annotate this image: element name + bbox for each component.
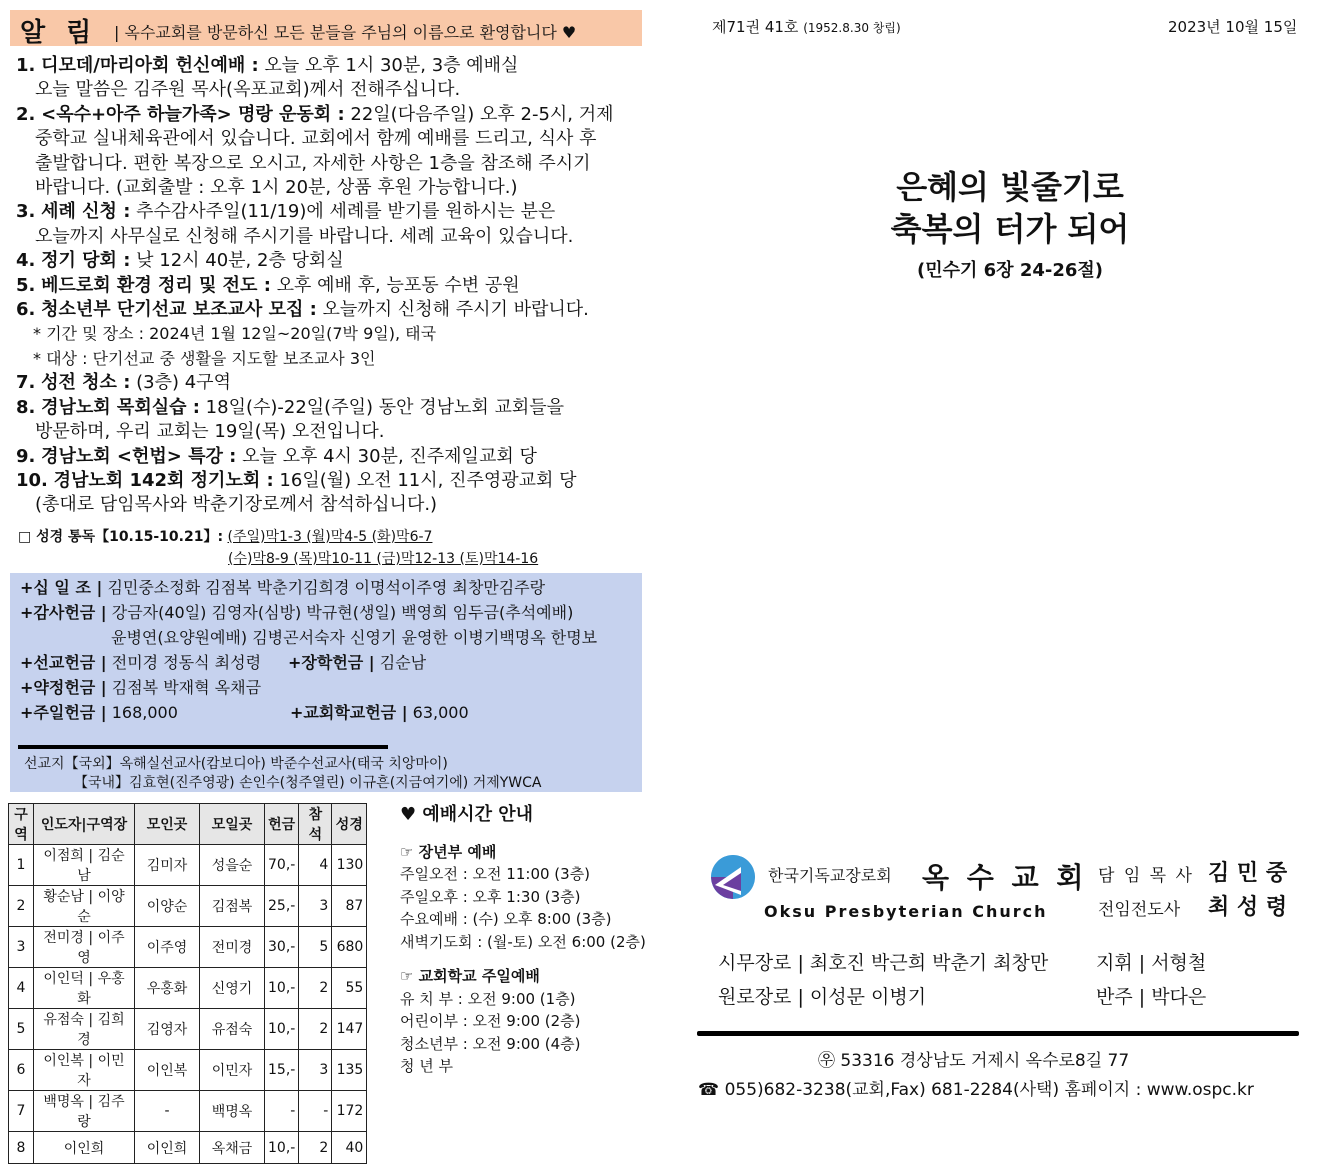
table-cell: 백명옥 [200, 1091, 265, 1132]
notice-item-continuation: 출발합니다. 편한 복장으로 오시고, 자세한 사항은 1층을 참조해 주시기 [35, 152, 591, 174]
sunday-amount: 168,000 [111, 703, 178, 722]
school-worship-item: 어린이부 : 오전 9:00 (2층) [400, 1012, 581, 1030]
pastor-name: 김 민 중 [1208, 861, 1288, 886]
tithe-names: 김민중소정화 김점복 박춘기김희경 이명석이주영 최창만김주랑 [107, 578, 546, 597]
notice-item-text: 낮 12시 40분, 2층 당회실 [130, 250, 344, 272]
table-row [9, 1132, 367, 1164]
notice-item-detail: * 기간 및 장소 : 2024년 1월 12일~20일(7박 9일), 태국 [33, 324, 437, 344]
notice-item [16, 249, 641, 273]
table-cell: 유점숙 [200, 1009, 265, 1050]
table-row [9, 968, 367, 1009]
notice-item-title: 세례 신청 : [41, 201, 131, 223]
notice-item [16, 396, 641, 420]
accompanist: 반주 | 박다은 [1096, 986, 1207, 1008]
notice-header [10, 10, 642, 46]
notice-item-text: 오후 예배 후, 능포동 수변 공원 [270, 274, 520, 296]
scholar-names: 김순남 [379, 653, 427, 672]
table-cell: 김영자 [135, 1009, 200, 1050]
adult-worship-item: 수요예배 : (수) 오후 8:00 (3층) [400, 910, 612, 928]
school-label: +교회학교헌금 | [290, 703, 408, 722]
table-cell: 147 [332, 1009, 367, 1050]
notice-item-text: 22일(다음주일) 오후 2-5시, 거제 [344, 103, 614, 125]
school-worship-item: 청소년부 : 오전 9:00 (4층) [400, 1034, 581, 1053]
notice-item-title: 디모데/마리아회 헌신예배 : [41, 55, 259, 76]
scholar-label: +장학헌금 | [288, 653, 375, 672]
notice-item-continuation: 오늘까지 사무실로 신청해 주시기를 바랍니다. 세례 교육이 있습니다. [35, 225, 574, 247]
denomination: 한국기독교장로회 [768, 866, 892, 885]
notice-item-title: 경남노회 <헌법> 특강 : [41, 445, 237, 467]
table-cell: 이인덕 | 우홍화 [34, 968, 135, 1009]
notice-item-number: 7. [16, 372, 36, 394]
thanks-row-2 [111, 625, 597, 648]
table-cell: - [265, 1091, 299, 1132]
notice-item [16, 469, 641, 493]
table-cell: 이양순 [135, 886, 200, 927]
table-cell: 70,- [265, 845, 299, 886]
table-cell: 3 [299, 886, 332, 927]
adult-worship-item: 주일오후 : 오후 1:30 (3층) [400, 887, 581, 906]
table-cell: 3 [9, 927, 34, 968]
divider [18, 745, 388, 749]
adult-worship-item: 주일오전 : 오전 11:00 (3층) [400, 865, 591, 883]
notice-item-number: 5. [16, 274, 36, 296]
volume-info [712, 16, 901, 37]
table-cell: 2 [299, 1132, 332, 1164]
notice-item-title: 경남노회 142회 정기노회 : [53, 469, 274, 491]
notice-item-text: 18일(수)-22일(주일) 동안 경남노회 교회들을 [199, 396, 565, 418]
table-cell: 1 [9, 845, 34, 886]
bible-reading [18, 526, 538, 570]
table-header: 모일곳 [200, 804, 265, 845]
bible-label: □ 성경 통독【10.15-10.21】: [18, 529, 224, 545]
table-cell: 87 [332, 886, 367, 927]
notice-item [16, 103, 641, 127]
table-cell: 10,- [265, 1132, 299, 1164]
elders: 시무장로 | 최호진 박근희 박춘기 최창만 [718, 952, 1049, 974]
sunday-label: +주일헌금 | [20, 703, 107, 722]
table-cell: 4 [9, 968, 34, 1009]
table-cell: 30,- [265, 927, 299, 968]
table-cell: 130 [332, 845, 367, 886]
group-table [8, 803, 367, 1164]
notice-item [16, 54, 641, 78]
table-cell: 김점복 [200, 886, 265, 927]
table-cell: 6 [9, 1050, 34, 1091]
school-worship-item: 유 치 부 : 오전 9:00 (1층) [400, 989, 576, 1008]
volume: 제71권 41호 [712, 18, 799, 36]
scholar-row [288, 650, 426, 673]
mission-names: 전미경 정동식 최성령 [111, 653, 262, 672]
table-header: 구역 [9, 804, 34, 845]
notice-item [16, 298, 641, 322]
notice-item-title: 청소년부 단기선교 보조교사 모집 : [41, 299, 317, 321]
notice-item-title: 베드로회 환경 정리 및 전도 : [41, 274, 271, 296]
worship-schedule [400, 804, 646, 1078]
church-logo [711, 855, 755, 899]
table-cell: 이주영 [135, 927, 200, 968]
worship-heading: ♥ 예배시간 안내 [400, 804, 533, 825]
table-cell: - [299, 1091, 332, 1132]
table-cell: 5 [9, 1009, 34, 1050]
table-cell: 680 [332, 927, 367, 968]
table-cell: 전미경 [200, 927, 265, 968]
table-cell: 이점희 | 김순남 [34, 845, 135, 886]
school-heading: ☞ 교회학교 주일예배 [400, 967, 540, 985]
welcome-text: | 옥수교회를 방문하신 모든 분들을 주님의 이름으로 환영합니다 ♥ [114, 23, 577, 42]
table-cell: 40 [332, 1132, 367, 1164]
table-cell: 전미경 | 이주영 [34, 927, 135, 968]
pastor-label: 담 임 목 사 [1098, 866, 1194, 886]
thanks-label: +감사헌금 | [20, 603, 107, 622]
table-cell: 10,- [265, 968, 299, 1009]
table-cell: 유점숙 | 김희경 [34, 1009, 135, 1050]
table-cell: 10,- [265, 1009, 299, 1050]
notice-item-title: <옥수+아주 하늘가족> 명랑 운동회 : [41, 103, 345, 125]
notice-item-number: 2. [16, 103, 36, 125]
table-header: 모인곳 [135, 804, 200, 845]
table-cell: 172 [332, 1091, 367, 1132]
notice-item-number: 1. [16, 55, 36, 76]
notice-item-title: 정기 당회 : [41, 250, 131, 272]
table-cell: 우홍화 [135, 968, 200, 1009]
notice-item-title: 경남노회 목회실습 : [41, 396, 200, 418]
table-cell: 15,- [265, 1050, 299, 1091]
table-row [9, 1009, 367, 1050]
notice-item [16, 371, 641, 395]
pledge-names: 김점복 박재혁 옥채금 [111, 678, 262, 697]
table-row [9, 1050, 367, 1091]
sermon-title-2: 축복의 터가 되어 [890, 210, 1130, 248]
church-english-name: Oksu Presbyterian Church [764, 902, 1048, 921]
table-row [9, 927, 367, 968]
table-row [9, 845, 367, 886]
thanks-names-2: 윤병연(요양원예배) 김병곤서숙자 신영기 윤영한 이병기백명옥 한명보 [111, 628, 598, 647]
sermon-title-block [700, 166, 1320, 282]
notice-item-number: 9. [16, 445, 36, 467]
notice-item [16, 200, 641, 224]
school-row [290, 700, 469, 723]
notice-item-number: 3. [16, 201, 36, 223]
table-cell: 신영기 [200, 968, 265, 1009]
scripture-ref: (민수기 6장 24-26절) [916, 260, 1104, 281]
notice-item-continuation: 중학교 실내체육관에서 있습니다. 교회에서 함께 예배를 드리고, 식사 후 [35, 128, 597, 150]
table-header: 참석 [299, 804, 332, 845]
table-cell: 7 [9, 1091, 34, 1132]
adult-heading: ☞ 장년부 예배 [400, 842, 497, 861]
table-cell: 5 [299, 927, 332, 968]
notice-item-text: 16일(월) 오전 11시, 진주영광교회 당 [273, 469, 577, 491]
table-cell: 이인복 [135, 1050, 200, 1091]
church-name: 옥 수 교 회 [922, 861, 1088, 894]
notice-item-text: 오늘까지 신청해 주시기 바랍니다. [316, 299, 589, 321]
tithe-row [20, 575, 545, 598]
pledge-label: +약정헌금 | [20, 678, 107, 697]
table-cell: 25,- [265, 886, 299, 927]
notice-title: 알 림 [20, 18, 98, 48]
table-header: 인도자|구역장 [34, 804, 135, 845]
issue-date: 2023년 10월 15일 [1168, 18, 1298, 36]
notice-item-number: 8. [16, 396, 36, 418]
missionary-domestic: 【국내】김효현(진주영광) 손인수(청주열린) 이규흔(지금여기에) 거제YWCA [74, 775, 542, 791]
missionary-abroad: 선교지【국외】옥해실선교사(캄보디아) 박준수선교사(태국 치앙마이) [24, 756, 448, 772]
notice-item-text: (3층) 4구역 [130, 372, 231, 394]
notice-item-continuation: (총대로 담임목사와 박춘기장로께서 참석하십니다.) [35, 494, 438, 516]
table-cell: - [135, 1091, 200, 1132]
table-cell: 이민자 [200, 1050, 265, 1091]
school-worship-item: 청 년 부 [400, 1057, 454, 1075]
notice-item-text: 오늘 오후 1시 30분, 3층 예배실 [258, 55, 519, 76]
church-contact: ☎ 055)682-3238(교회,Fax) 681-2284(사택) 홈페이지 : www.ospc.kr [698, 1080, 1254, 1100]
emeritus-elders: 원로장로 | 이성문 이병기 [718, 986, 927, 1008]
table-cell: 황순남 | 이양순 [34, 886, 135, 927]
table-cell: 2 [299, 968, 332, 1009]
table-header: 헌금 [265, 804, 299, 845]
table-cell: 2 [9, 886, 34, 927]
evangelist-name: 최 성 령 [1208, 895, 1288, 920]
notice-item [16, 274, 641, 298]
notice-item [16, 445, 641, 469]
adult-worship-item: 새벽기도회 : (월-토) 오전 6:00 (2층) [400, 932, 646, 951]
notice-item-detail: * 대상 : 단기선교 중 생활을 지도할 보조교사 3인 [33, 348, 376, 368]
thanks-row [20, 600, 573, 623]
table-cell: 4 [299, 845, 332, 886]
table-cell: 8 [9, 1132, 34, 1164]
table-cell: 135 [332, 1050, 367, 1091]
table-cell: 옥채금 [200, 1132, 265, 1164]
table-cell: 2 [299, 1009, 332, 1050]
offerings-box [10, 573, 642, 792]
notice-item-title: 성전 청소 : [41, 372, 131, 394]
table-cell: 이인희 [135, 1132, 200, 1164]
notice-item-continuation: 오늘 말씀은 김주원 목사(옥포교회)께서 전해주십니다. [35, 79, 461, 101]
table-cell: 3 [299, 1050, 332, 1091]
notice-item-continuation: 바랍니다. (교회출발 : 오후 1시 20분, 상품 후원 가능합니다.) [35, 177, 518, 199]
table-cell: 이인희 [34, 1132, 135, 1164]
table-cell: 55 [332, 968, 367, 1009]
table-cell: 백명옥 | 김주랑 [34, 1091, 135, 1132]
notice-item-number: 4. [16, 250, 36, 272]
notice-item-text: 오늘 오후 4시 30분, 진주제일교회 당 [236, 445, 537, 467]
conductor: 지휘 | 서형철 [1096, 952, 1207, 974]
bible-line-1: (주일)막1-3 (월)막4-5 (화)막6-7 [227, 529, 433, 545]
notice-item-number: 10. [16, 469, 48, 491]
footer-divider [697, 1031, 1299, 1036]
table-cell: 이인복 | 이민자 [34, 1050, 135, 1091]
notice-item-number: 6. [16, 299, 36, 321]
founded: (1952.8.30 창립) [803, 21, 901, 35]
evangelist-label: 전임전도사 [1098, 900, 1181, 920]
table-row [9, 1091, 367, 1132]
notice-list [16, 54, 641, 518]
bible-line-2: (수)막8-9 (목)막10-11 (금)막12-13 (토)막14-16 [228, 551, 539, 567]
pledge-row [20, 675, 261, 698]
thanks-names-1: 강금자(40일) 김영자(심방) 박규현(생일) 백영희 임두금(추석예배) [111, 603, 574, 622]
school-amount: 63,000 [412, 703, 469, 722]
sermon-title-1: 은혜의 빛줄기로 [896, 168, 1124, 206]
notice-item-continuation: 방문하며, 우리 교회는 19일(목) 오전입니다. [35, 421, 385, 443]
church-address: ㉾ 53316 경상남도 거제시 옥수로8길 77 [818, 1051, 1130, 1071]
mission-row [20, 650, 261, 673]
table-header: 성경 [332, 804, 367, 845]
notice-item-text: 추수감사주일(11/19)에 세례를 받기를 원하시는 분은 [130, 201, 556, 223]
tithe-label: +십 일 조 | [20, 578, 103, 597]
mission-label: +선교헌금 | [20, 653, 107, 672]
table-cell: 성을순 [200, 845, 265, 886]
table-cell: 김미자 [135, 845, 200, 886]
sunday-row [20, 700, 178, 723]
table-row [9, 886, 367, 927]
